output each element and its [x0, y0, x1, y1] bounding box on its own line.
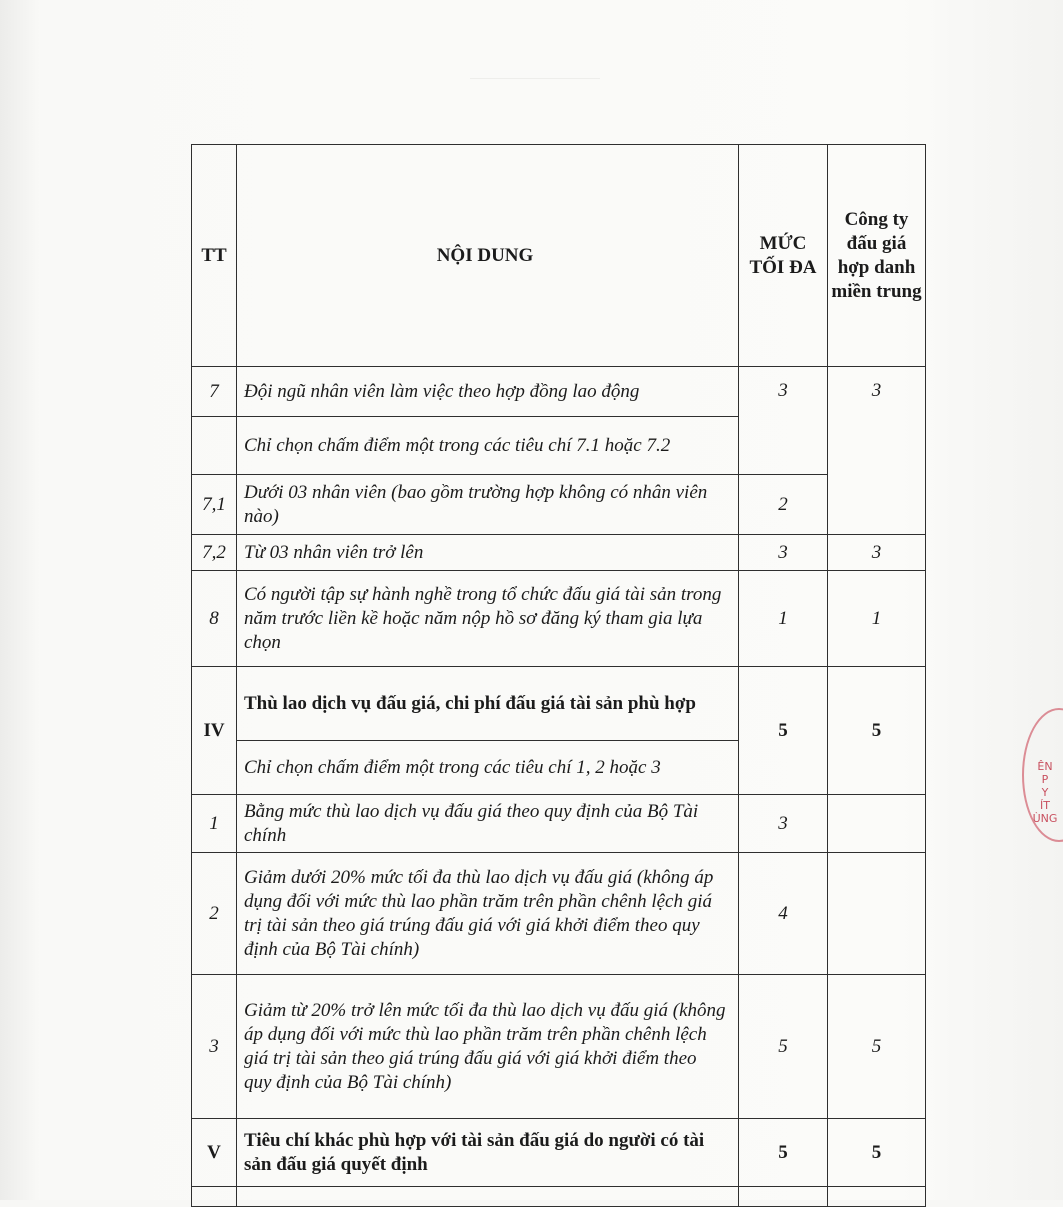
row-company-score: 5: [828, 667, 926, 795]
table-row: [192, 475, 926, 535]
header-max-score: MỨC TỐI ĐA: [739, 145, 828, 367]
row-number: IV: [192, 667, 237, 795]
header-company: Công ty đấu giá hợp danh miền trung: [828, 145, 926, 367]
row-company-score: 5: [828, 975, 926, 1119]
header-tt: TT: [192, 145, 237, 367]
row-content: Chỉ chọn chấm điểm một trong các tiêu chí 1, 2 hoặc 3: [237, 741, 739, 795]
table-row: [192, 571, 926, 667]
row-max-score: 3: [739, 367, 828, 475]
row-number: V: [192, 1119, 237, 1187]
row-content: Tiêu chí khác phù hợp với tài sản đấu giá do người có tài sản đấu giá quyết định: [237, 1119, 739, 1187]
table-header-row: [192, 145, 926, 367]
cutoff-cell: [237, 1187, 739, 1207]
row-number: 7: [192, 367, 237, 417]
table-row: [192, 667, 926, 741]
row-content: Giảm từ 20% trở lên mức tối đa thù lao dịch vụ đấu giá (không áp dụng đối với mức thù lao phần trăm trên phần chênh lệch giá trị tài sản theo giá trúng đấu giá với giá khởi điểm theo quy định của Bộ Tài chính): [237, 975, 739, 1119]
row-number: 7,2: [192, 535, 237, 571]
row-company-score: 3: [828, 535, 926, 571]
row-max-score: 3: [739, 535, 828, 571]
header-content: NỘI DUNG: [237, 145, 739, 367]
row-content: Thù lao dịch vụ đấu giá, chi phí đấu giá tài sản phù hợp: [237, 667, 739, 741]
table-row: [192, 1119, 926, 1187]
row-max-score: 5: [739, 667, 828, 795]
table-row-cutoff: [192, 1187, 926, 1207]
row-company-score: 5: [828, 1119, 926, 1187]
row-max-score: 5: [739, 1119, 828, 1187]
row-number: 2: [192, 853, 237, 975]
row-number: 1: [192, 795, 237, 853]
row-content: Có người tập sự hành nghề trong tổ chức đấu giá tài sản trong năm trước liền kề hoặc năm nộp hồ sơ đăng ký tham gia lựa chọn: [237, 571, 739, 667]
row-max-score: 3: [739, 795, 828, 853]
row-company-score: [828, 853, 926, 975]
row-company-score: [828, 795, 926, 853]
table-row: [192, 535, 926, 571]
row-number: 8: [192, 571, 237, 667]
row-max-score: 5: [739, 975, 828, 1119]
table-row: [192, 367, 926, 417]
row-content: Giảm dưới 20% mức tối đa thù lao dịch vụ đấu giá (không áp dụng đối với mức thù lao phần trăm trên phần chênh lệch giá trị tài sản theo giá trúng đấu giá với giá khởi điểm theo quy định của Bộ Tài chính): [237, 853, 739, 975]
row-number-empty: [192, 417, 237, 475]
row-number: 3: [192, 975, 237, 1119]
faded-header-mark: [470, 78, 600, 111]
row-max-score: 2: [739, 475, 828, 535]
table-row: [192, 795, 926, 853]
row-content: Đội ngũ nhân viên làm việc theo hợp đồng lao động: [237, 367, 739, 417]
row-content: Dưới 03 nhân viên (bao gồm trường hợp không có nhân viên nào): [237, 475, 739, 535]
row-max-score: 1: [739, 571, 828, 667]
table-row: [192, 853, 926, 975]
cutoff-cell: [192, 1187, 237, 1207]
stamp-text: ÊN P Y ÍT ÙNG: [1032, 760, 1058, 825]
row-max-score: 4: [739, 853, 828, 975]
table-row: [192, 975, 926, 1119]
criteria-table: [191, 144, 926, 1207]
row-content: Bằng mức thù lao dịch vụ đấu giá theo quy định của Bộ Tài chính: [237, 795, 739, 853]
row-content: Từ 03 nhân viên trở lên: [237, 535, 739, 571]
row-company-score: 3: [828, 367, 926, 535]
row-number: 7,1: [192, 475, 237, 535]
row-content: Chỉ chọn chấm điểm một trong các tiêu chí 7.1 hoặc 7.2: [237, 417, 739, 475]
cutoff-cell: [828, 1187, 926, 1207]
row-company-score: 1: [828, 571, 926, 667]
cutoff-cell: [739, 1187, 828, 1207]
